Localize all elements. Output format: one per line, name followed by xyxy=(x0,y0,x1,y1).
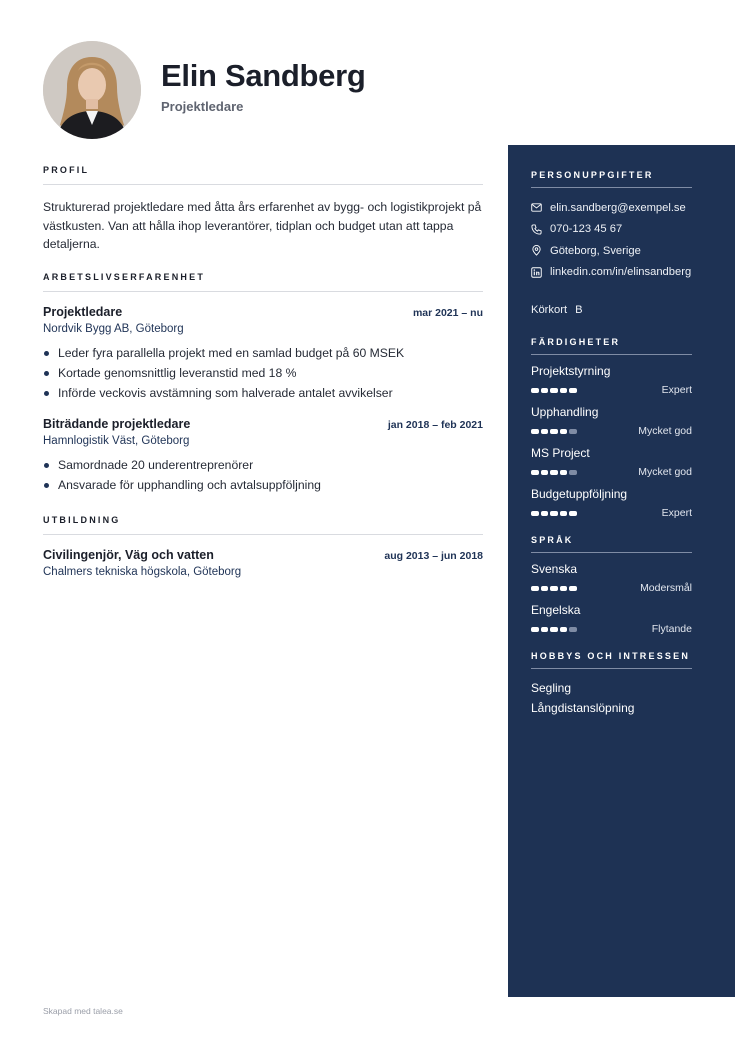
education-section-title: UTBILDNING xyxy=(43,515,483,535)
rating-dot xyxy=(569,429,577,434)
skill-rating xyxy=(531,470,577,475)
rating-dot xyxy=(560,627,568,632)
contact-email[interactable] xyxy=(531,197,692,219)
email-text: elin.sandberg@exempel.se xyxy=(550,201,686,214)
profile-section-title: PROFIL xyxy=(43,165,483,185)
achievement-item: Samordnade 20 underentreprenörer xyxy=(43,455,483,475)
rating-dot xyxy=(531,586,539,591)
job-title: Projektledare xyxy=(43,304,123,319)
rating-dot xyxy=(531,429,539,434)
contact-linkedin[interactable] xyxy=(531,262,692,284)
rating-dot xyxy=(541,511,549,516)
skill-level: Expert xyxy=(661,384,692,396)
skill-name: Budgetuppföljning xyxy=(531,487,628,501)
skills-list xyxy=(531,364,692,519)
rating-dot xyxy=(541,470,549,475)
achievement-item: Införde veckovis avstämning som halverade antalet avvikelser xyxy=(43,383,483,403)
rating-dot xyxy=(541,388,549,393)
rating-dot xyxy=(569,511,577,516)
phone-icon xyxy=(531,224,542,235)
experience-section-title: ARBETSLIVSERFARENHET xyxy=(43,272,483,292)
candidate-name: Elin Sandberg xyxy=(161,58,366,93)
education-entry xyxy=(43,548,483,578)
rating-dot xyxy=(560,586,568,591)
language-level: Flytande xyxy=(651,623,692,635)
phone-text: 070-123 45 67 xyxy=(550,223,623,236)
skill-name: MS Project xyxy=(531,446,590,460)
job-company: Hamnlogistik Väst, Göteborg xyxy=(43,434,190,447)
job-title: Biträdande projektledare xyxy=(43,416,191,431)
rating-dot xyxy=(541,627,549,632)
hobbies-title: HOBBYS OCH INTRESSEN xyxy=(531,651,692,669)
skills-title: FÄRDIGHETER xyxy=(531,337,692,355)
rating-dot xyxy=(541,586,549,591)
personal-info-title: PERSONUPPGIFTER xyxy=(531,170,692,188)
language-rating xyxy=(531,627,577,632)
job-entry xyxy=(43,305,483,403)
footer-credit: Skapad med talea.se xyxy=(43,1006,123,1016)
languages-title: SPRÅK xyxy=(531,535,692,553)
rating-dot xyxy=(569,586,577,591)
linkedin-text: linkedin.com/in/elinsandberg xyxy=(550,266,692,279)
rating-dot xyxy=(560,511,568,516)
achievement-item: Leder fyra parallella projekt med en samlad budget på 60 MSEK xyxy=(43,343,483,363)
profile-photo xyxy=(43,41,141,139)
rating-dot xyxy=(569,470,577,475)
skill-name: Upphandling xyxy=(531,405,599,419)
job-achievements xyxy=(43,343,483,403)
skill-item xyxy=(531,446,692,478)
license-label: Körkort xyxy=(531,304,568,316)
location-text: Göteborg, Sverige xyxy=(550,244,641,257)
main-column xyxy=(43,165,483,592)
skill-level: Mycket god xyxy=(638,466,692,478)
rating-dot xyxy=(550,388,558,393)
language-level: Modersmål xyxy=(640,582,692,594)
sidebar xyxy=(508,145,735,997)
job-date: jan 2018 – feb 2021 xyxy=(387,418,483,431)
skill-rating xyxy=(531,388,577,393)
rating-dot xyxy=(531,511,539,516)
rating-dot xyxy=(541,429,549,434)
skill-rating xyxy=(531,429,577,434)
rating-dot xyxy=(550,627,558,632)
skill-item xyxy=(531,364,692,396)
hobby-item: Långdistanslöpning xyxy=(531,701,635,715)
rating-dot xyxy=(560,470,568,475)
skill-item xyxy=(531,405,692,437)
hobby-item: Segling xyxy=(531,681,572,695)
contact-phone[interactable] xyxy=(531,219,692,241)
skill-level: Mycket god xyxy=(638,425,692,437)
skill-name: Projektstyrning xyxy=(531,364,611,378)
language-item xyxy=(531,562,692,594)
achievement-item: Kortade genomsnittlig leveranstid med 18 % xyxy=(43,363,483,383)
skill-item xyxy=(531,487,692,519)
candidate-role: Projektledare xyxy=(161,99,244,114)
skill-rating xyxy=(531,511,577,516)
job-entry xyxy=(43,417,483,495)
rating-dot xyxy=(550,470,558,475)
rating-dot xyxy=(560,388,568,393)
rating-dot xyxy=(550,586,558,591)
location-pin-icon xyxy=(531,245,542,256)
job-company: Nordvik Bygg AB, Göteborg xyxy=(43,322,184,335)
linkedin-icon xyxy=(531,267,542,278)
rating-dot xyxy=(531,470,539,475)
language-item xyxy=(531,603,692,635)
languages-list xyxy=(531,562,692,635)
education-date: aug 2013 – jun 2018 xyxy=(384,549,483,562)
rating-dot xyxy=(531,388,539,393)
school-name: Chalmers tekniska högskola, Göteborg xyxy=(43,565,242,578)
job-achievements xyxy=(43,455,483,495)
rating-dot xyxy=(569,388,577,393)
language-rating xyxy=(531,586,577,591)
rating-dot xyxy=(550,511,558,516)
license-value: B xyxy=(575,304,583,316)
profile-text: Strukturerad projektledare med åtta års erfarenhet av bygg- och logistikprojekt på västkusten. Van att hålla ihop leverantörer, tidplan och budget utan att tappa detaljerna. xyxy=(43,200,482,251)
rating-dot xyxy=(531,627,539,632)
job-date: mar 2021 – nu xyxy=(412,306,483,319)
rating-dot xyxy=(550,429,558,434)
envelope-icon xyxy=(531,202,542,213)
rating-dot xyxy=(560,429,568,434)
contact-location xyxy=(531,240,692,262)
language-name: Svenska xyxy=(531,562,578,576)
rating-dot xyxy=(569,627,577,632)
skill-level: Expert xyxy=(661,507,692,519)
language-name: Engelska xyxy=(531,603,581,617)
achievement-item: Ansvarade för upphandling och avtalsuppföljning xyxy=(43,475,483,495)
drivers-license xyxy=(531,304,692,316)
degree-title: Civilingenjör, Väg och vatten xyxy=(43,547,214,562)
